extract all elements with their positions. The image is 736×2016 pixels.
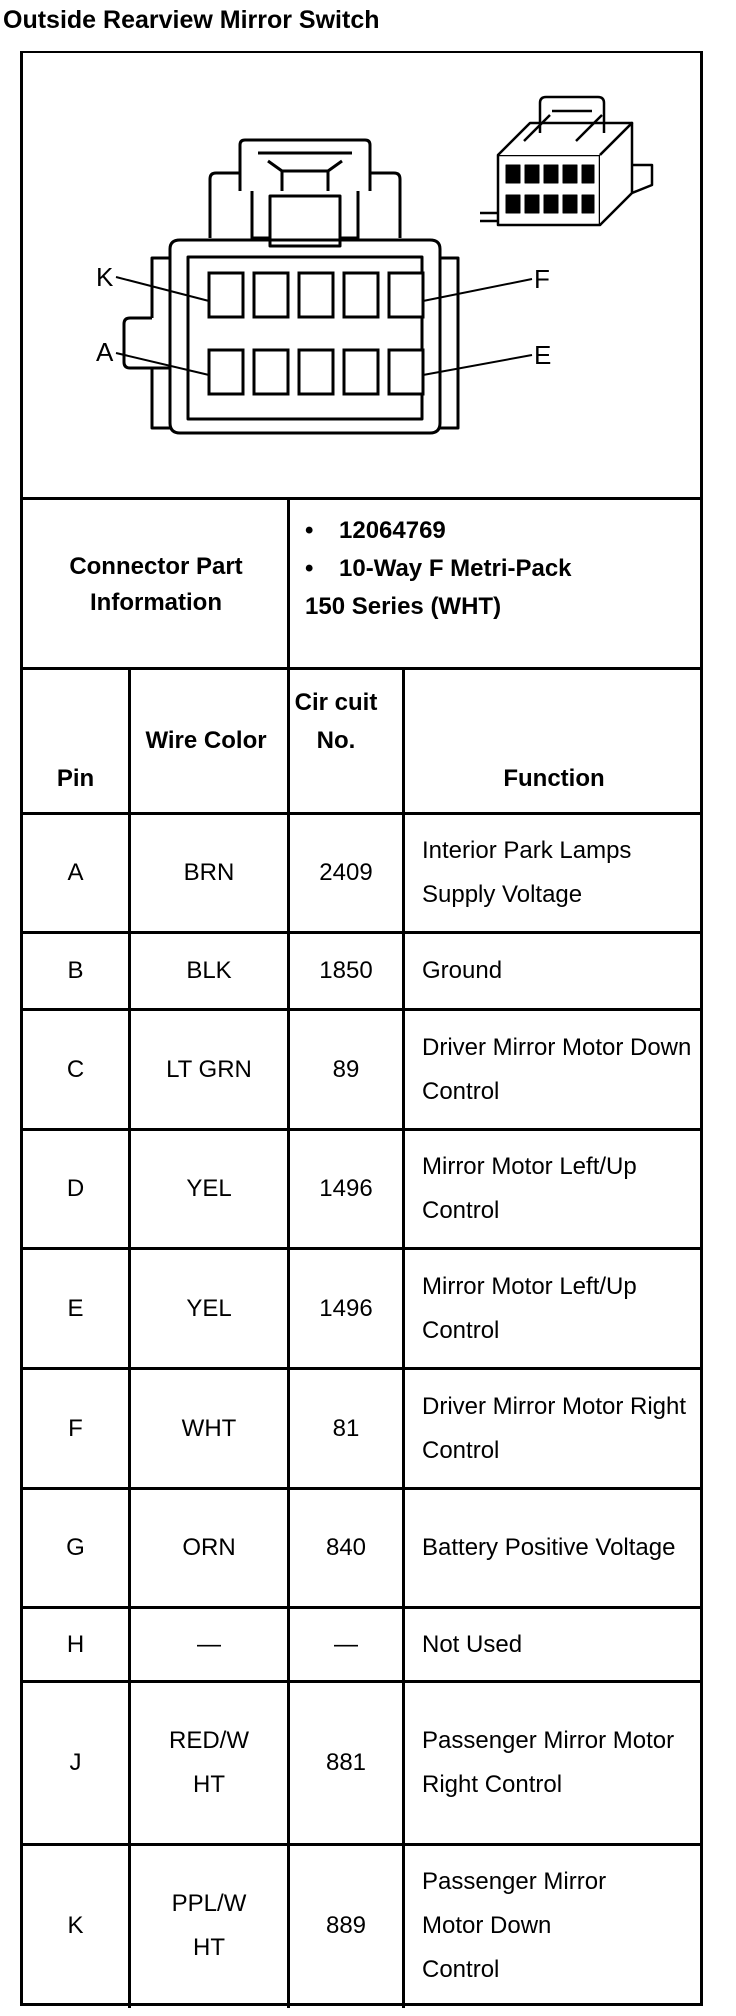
row-pin: F <box>68 1414 83 1442</box>
row-wire-color: WHT <box>181 1414 237 1442</box>
row-pin: G <box>66 1534 85 1561</box>
rule <box>402 668 405 2008</box>
row-wire-color: YEL <box>186 1175 232 1202</box>
row-function: Ground <box>422 957 503 984</box>
header-function: Function <box>503 765 605 792</box>
row-pin: K <box>67 1912 84 1939</box>
row-function: Mirror Motor Left/Up Control <box>422 1153 637 1224</box>
row-function: Battery Positive Voltage <box>422 1534 676 1561</box>
row-wire-color: YEL <box>186 1294 232 1322</box>
row-wire-color: BRN <box>183 859 235 886</box>
bullet-icon: • <box>305 517 314 544</box>
page-title: Outside Rearview Mirror Switch <box>3 6 380 34</box>
row-pin: H <box>66 1630 85 1658</box>
connector-diagram <box>20 53 703 498</box>
part-number: 12064769 <box>339 517 446 544</box>
label-k: K <box>96 262 114 292</box>
row-pin: C <box>66 1055 85 1083</box>
row-pin: E <box>67 1294 84 1322</box>
row-circuit: 889 <box>325 1912 367 1939</box>
row-function: Driver Mirror Motor Right Control <box>422 1392 687 1464</box>
row-function: Passenger Mirror Motor Down Control <box>422 1868 607 1983</box>
row-circuit: 1850 <box>319 957 373 984</box>
row-circuit: 89 <box>332 1055 360 1083</box>
connector-part-label: Connector Part Information <box>69 553 243 616</box>
connector-3d-icon <box>480 97 652 225</box>
header-circuit-no: Cir cuit No. <box>294 689 378 754</box>
row-wire-color: ORN <box>182 1534 236 1561</box>
connector-part-details <box>305 512 572 626</box>
row-circuit: — <box>334 1630 358 1658</box>
label-f: F <box>534 264 550 294</box>
row-function: Driver Mirror Motor Down Control <box>422 1033 692 1105</box>
bullet-icon: • <box>305 555 314 582</box>
row-function: Not Used <box>422 1630 523 1658</box>
row-circuit: 1496 <box>319 1294 373 1322</box>
row-pin: D <box>66 1175 85 1202</box>
row-wire-color: BLK <box>186 957 232 984</box>
row-function: Mirror Motor Left/Up Control <box>422 1272 637 1344</box>
label-a: A <box>96 337 114 367</box>
row-pin: B <box>67 957 84 984</box>
row-pin: J <box>69 1749 82 1776</box>
header-wire-color: Wire Color <box>145 727 267 754</box>
row-pin: A <box>67 859 84 886</box>
row-wire-color: RED/W HT <box>169 1727 249 1798</box>
row-function: Passenger Mirror Motor Right Control <box>422 1727 675 1798</box>
row-circuit: 840 <box>325 1534 367 1561</box>
row-circuit: 881 <box>325 1749 367 1776</box>
row-wire-color: LT GRN <box>166 1055 252 1083</box>
row-wire-color: PPL/W HT <box>171 1890 247 1961</box>
row-circuit: 1496 <box>319 1175 373 1202</box>
row-circuit: 2409 <box>319 859 373 886</box>
part-type: 10-Way F Metri-Pack <box>339 555 572 582</box>
rule <box>20 497 703 500</box>
header-pin: Pin <box>56 765 95 792</box>
label-e: E <box>534 340 552 370</box>
row-function: Interior Park Lamps Supply Voltage <box>422 837 632 908</box>
row-wire-color: — <box>197 1630 221 1658</box>
row-circuit: 81 <box>332 1414 360 1442</box>
part-series: 150 Series (WHT) <box>305 593 502 620</box>
